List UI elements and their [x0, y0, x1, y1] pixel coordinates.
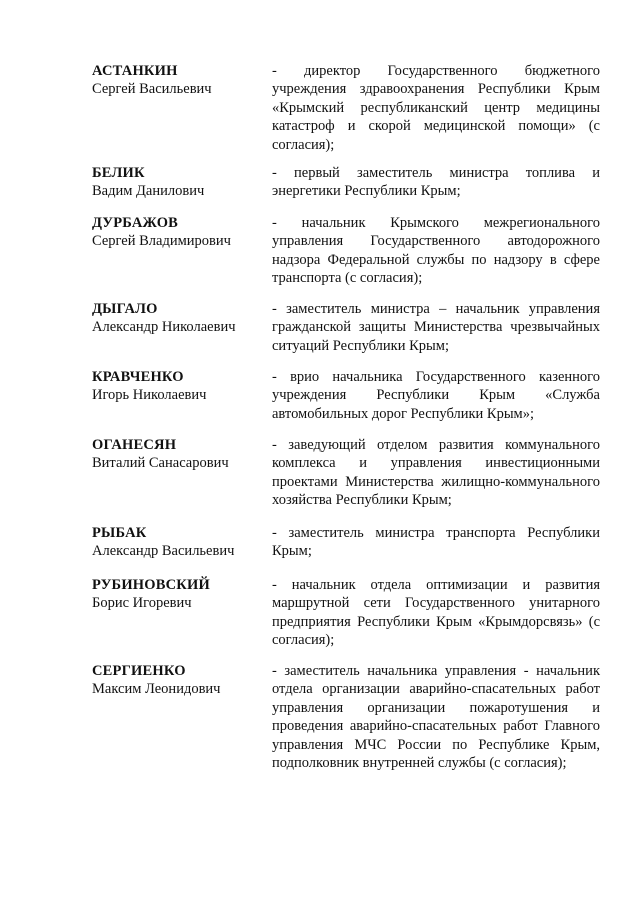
member-given-names: Борис Игоревич — [92, 595, 192, 611]
member-entry — [92, 662, 600, 772]
member-given-names: Вадим Данилович — [92, 183, 205, 199]
member-entry — [92, 300, 600, 355]
member-entry — [92, 62, 600, 154]
member-entry — [92, 576, 600, 650]
member-given-names: Александр Николаевич — [92, 319, 236, 335]
member-surname: КРАВЧЕНКО — [92, 369, 184, 385]
member-given-names: Виталий Санасарович — [92, 455, 229, 471]
member-entry — [92, 214, 600, 288]
member-role: - первый заместитель министра топлива и энергетики Республики Крым; — [272, 165, 600, 200]
member-name — [92, 164, 272, 201]
member-role: - директор Государственного бюджетного учреждения здравоохранения Республики Крым «Крымский республиканский центр медицины катастроф и скорой медицинской помощи» (с согласия); — [272, 63, 600, 153]
member-name — [92, 662, 272, 772]
member-surname: АСТАНКИН — [92, 63, 178, 79]
member-surname: ДЫГАЛО — [92, 301, 158, 317]
member-name — [92, 436, 272, 510]
member-surname: ДУРБАЖОВ — [92, 215, 179, 231]
member-role: - начальник отдела оптимизации и развития маршрутной сети Государственного унитарного предприятия Республики Крым «Крымдорсвязь» (с согласия); — [272, 577, 600, 649]
member-given-names: Сергей Владимирович — [92, 233, 231, 249]
member-given-names: Александр Васильевич — [92, 543, 235, 559]
member-given-names: Максим Леонидович — [92, 681, 221, 697]
member-role: - заведующий отделом развития коммунального комплекса и управления инвестиционными проектами Министерства жилищно-коммунального хозяйства Республики Крым; — [272, 437, 600, 509]
member-surname: СЕРГИЕНКО — [92, 663, 186, 679]
member-surname: РУБИНОВСКИЙ — [92, 577, 210, 593]
member-entry — [92, 164, 600, 201]
member-surname: БЕЛИК — [92, 165, 145, 181]
member-surname: ОГАНЕСЯН — [92, 437, 177, 453]
member-entry — [92, 368, 600, 423]
member-name — [92, 524, 272, 561]
member-name — [92, 368, 272, 423]
member-name — [92, 300, 272, 355]
member-entry — [92, 436, 600, 510]
member-role: - заместитель министра – начальник управления гражданской защиты Министерства чрезвычайных ситуаций Республики Крым; — [272, 301, 600, 354]
member-role: - начальник Крымского межрегионального управления Государственного автодорожного надзора Федеральной службы по надзору в сфере транспорта (с согласия); — [272, 215, 600, 287]
member-role: - заместитель начальника управления - начальник отдела организации аварийно-спасательных работ управления организации пожаротушения и проведения аварийно-спасательных работ Главного управления МЧС России по Республике Крым, подполковник внутренней службы (с согласия); — [272, 663, 600, 772]
member-entry — [92, 524, 600, 561]
member-name — [92, 576, 272, 650]
member-given-names: Игорь Николаевич — [92, 387, 207, 403]
member-given-names: Сергей Васильевич — [92, 81, 212, 97]
member-surname: РЫБАК — [92, 525, 147, 541]
member-role: - заместитель министра транспорта Республики Крым; — [272, 525, 600, 560]
member-role: - врио начальника Государственного казенного учреждения Республики Крым «Служба автомобильных дорог Республики Крым»; — [272, 369, 600, 422]
member-name — [92, 62, 272, 154]
member-name — [92, 214, 272, 288]
